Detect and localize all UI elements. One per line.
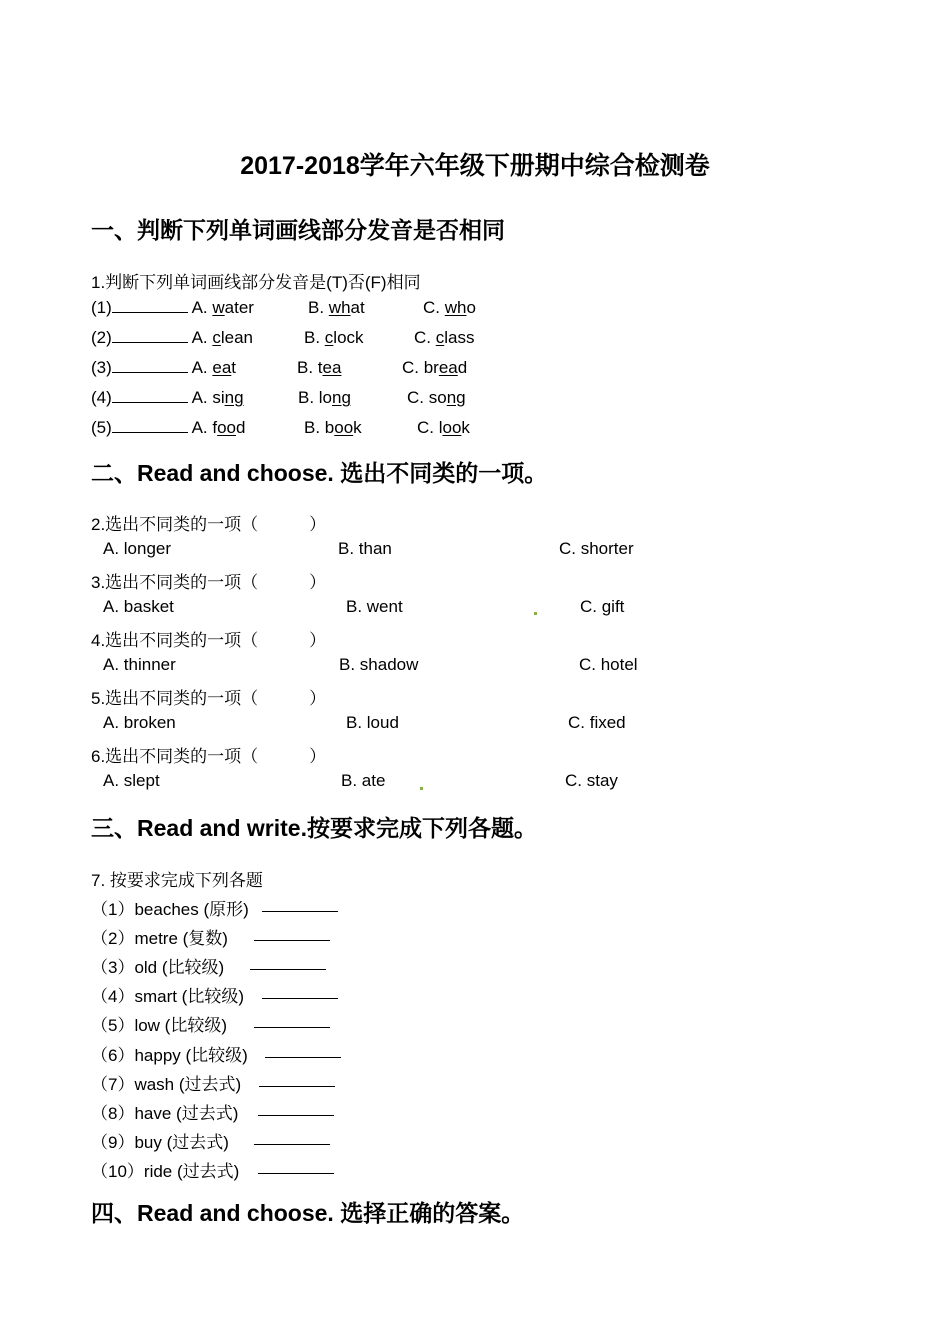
page-title: 2017-2018学年六年级下册期中综合检测卷: [240, 152, 710, 180]
fill-item-label: （7）wash (过去式): [91, 1074, 242, 1094]
answer-blank[interactable]: [265, 1043, 341, 1058]
answer-blank[interactable]: [262, 984, 338, 999]
option-a[interactable]: A. slept: [103, 771, 160, 790]
option-b: B. tea: [297, 358, 342, 377]
answer-blank[interactable]: [112, 298, 188, 313]
answer-blank[interactable]: [259, 1072, 335, 1087]
section1-row: [91, 358, 691, 378]
option-c: C. look: [417, 418, 470, 437]
answer-blank[interactable]: [112, 388, 188, 403]
fill-item-label: （10）ride (过去式): [91, 1161, 240, 1181]
fill-item-label: （3）old (比较级): [91, 958, 225, 978]
fill-item-label: （8）have (过去式): [91, 1103, 239, 1123]
option-b[interactable]: B. went: [346, 597, 403, 616]
item-number: (5): [91, 418, 112, 437]
answer-blank[interactable]: [254, 926, 330, 941]
option-b: B. clock: [304, 328, 364, 347]
item-number: (1): [91, 298, 112, 317]
option-a[interactable]: A. broken: [103, 713, 176, 732]
answer-blank[interactable]: [262, 897, 338, 912]
option-b: B. book: [304, 418, 362, 437]
section2-heading: 二、Read and choose. 选出不同类的一项。: [91, 460, 548, 486]
option-a[interactable]: A. thinner: [103, 655, 176, 674]
section3-heading: 三、Read and write.按要求完成下列各题。: [91, 815, 537, 841]
fill-item: [91, 982, 244, 1007]
fill-item: [91, 1041, 248, 1066]
option-c: C. song: [407, 388, 466, 407]
answer-blank[interactable]: [112, 358, 188, 373]
option-a: A. sing: [191, 388, 244, 407]
item-number: (3): [91, 358, 112, 377]
option-b[interactable]: B. than: [338, 539, 392, 558]
fill-item: [91, 1099, 238, 1124]
answer-blank[interactable]: [254, 1130, 330, 1145]
item-number: (4): [91, 388, 112, 407]
option-c: C. who: [423, 298, 476, 317]
option-a: A. water: [191, 298, 254, 317]
fill-item: [91, 1011, 227, 1036]
section4-heading: 四、Read and choose. 选择正确的答案。: [91, 1200, 525, 1226]
question-prompt: 5.选出不同类的一项（ ）: [91, 689, 327, 708]
stray-dot: [420, 787, 423, 790]
answer-blank[interactable]: [258, 1159, 334, 1174]
question-prompt: 2.选出不同类的一项（ ）: [91, 515, 327, 534]
option-c[interactable]: C. fixed: [568, 713, 626, 732]
option-a: A. clean: [191, 328, 254, 347]
fill-item-label: （4）smart (比较级): [91, 987, 244, 1007]
option-a: A. eat: [191, 358, 237, 377]
option-c[interactable]: C. gift: [580, 597, 625, 616]
section1-row: [91, 388, 691, 408]
option-a: A. food: [191, 418, 246, 437]
fill-item: [91, 953, 224, 978]
fill-item: [91, 924, 228, 949]
option-b[interactable]: B. loud: [346, 713, 399, 732]
fill-item-label: （5）low (比较级): [91, 1016, 228, 1036]
question-prompt: 6.选出不同类的一项（ ）: [91, 747, 327, 766]
section1-row: [91, 298, 691, 318]
option-a[interactable]: A. longer: [103, 539, 172, 558]
fill-item-label: （1）beaches (原形): [91, 900, 249, 919]
answer-blank[interactable]: [250, 955, 326, 970]
section3-prompt: 7. 按要求完成下列各题: [91, 871, 263, 890]
fill-item: [91, 895, 249, 920]
fill-item-label: （9）buy (过去式): [91, 1132, 229, 1152]
fill-item: [91, 1070, 241, 1095]
answer-blank[interactable]: [258, 1101, 334, 1116]
section1-row: [91, 328, 691, 348]
answer-blank[interactable]: [112, 328, 188, 343]
fill-item: [91, 1128, 229, 1153]
option-c[interactable]: C. shorter: [559, 539, 634, 558]
answer-blank[interactable]: [254, 1013, 330, 1028]
stray-dot: [534, 612, 537, 615]
fill-item-label: （6）happy (比较级): [91, 1045, 248, 1065]
option-a[interactable]: A. basket: [103, 597, 174, 616]
option-b: B. long: [298, 388, 351, 407]
option-b: B. what: [308, 298, 365, 317]
item-number: (2): [91, 328, 112, 347]
question-prompt: 3.选出不同类的一项（ ）: [91, 573, 327, 592]
section1-heading: 一、判断下列单词画线部分发音是否相同: [91, 217, 505, 243]
option-c[interactable]: C. stay: [565, 771, 618, 790]
answer-blank[interactable]: [112, 418, 188, 433]
option-b[interactable]: B. shadow: [339, 655, 419, 674]
question-prompt: 4.选出不同类的一项（ ）: [91, 631, 327, 650]
option-c: C. class: [414, 328, 475, 347]
fill-item-label: （2）metre (复数): [91, 929, 228, 949]
fill-item: [91, 1157, 239, 1182]
option-c[interactable]: C. hotel: [579, 655, 638, 674]
option-c: C. bread: [402, 358, 468, 377]
section1-row: [91, 418, 691, 438]
option-b[interactable]: B. ate: [341, 771, 386, 790]
section1-prompt: 1.判断下列单词画线部分发音是(T)否(F)相同: [91, 273, 421, 292]
